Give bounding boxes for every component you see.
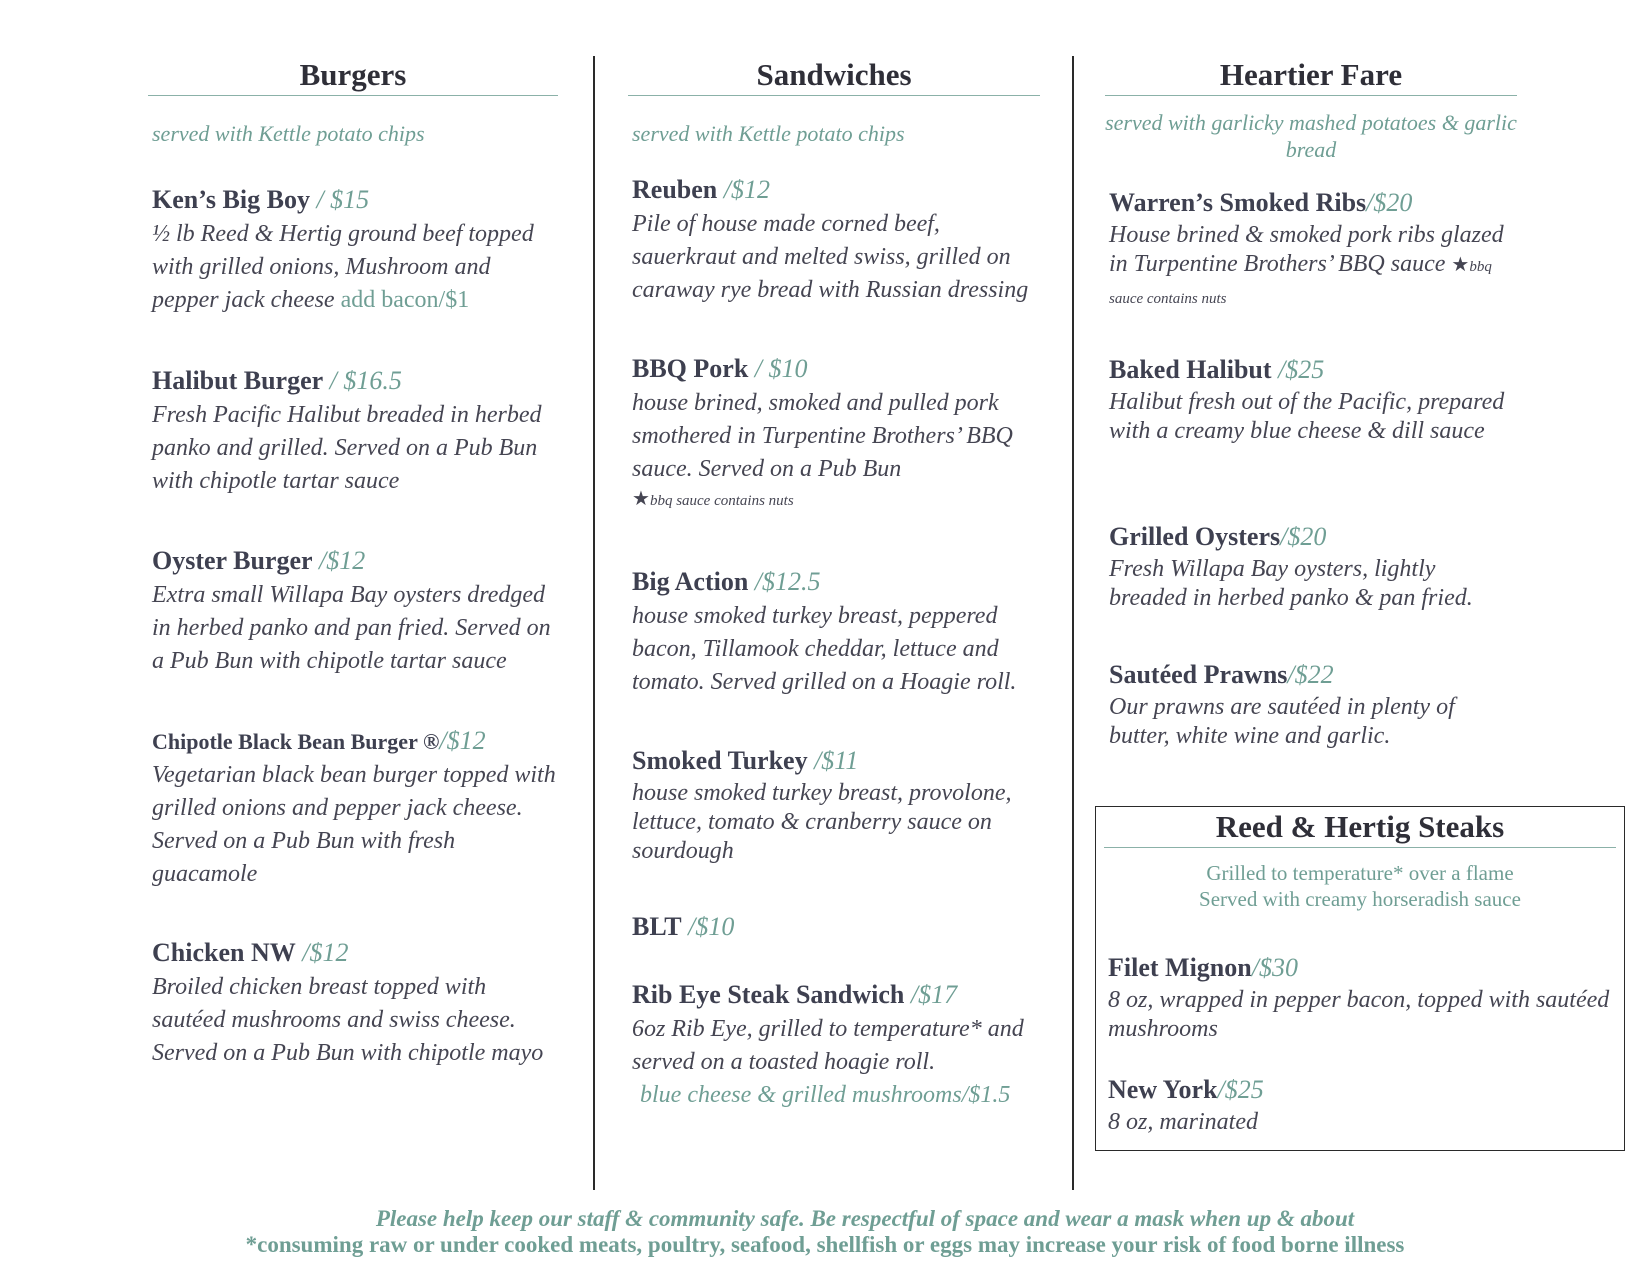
column-divider <box>593 56 595 1190</box>
menu-item <box>1109 660 1517 751</box>
item-price: / $16.5 <box>323 366 402 395</box>
item-description: house smoked turkey breast, peppered bacon, Tillamook cheddar, lettuce and tomato. Served grilled on a Hoagie roll. <box>632 603 1017 695</box>
item-price: /$12 <box>717 175 770 204</box>
item-name: Filet Mignon <box>1108 953 1252 982</box>
item-name: Chicken NW <box>152 938 296 967</box>
menu-item <box>632 567 1040 699</box>
item-name: Ken’s Big Boy <box>152 185 310 214</box>
item-price: /$12 <box>295 938 349 967</box>
menu-item <box>152 366 558 498</box>
item-description: Fresh Pacific Halibut breaded in herbed panko and grilled. Served on a Pub Bun with chipotle tartar sauce <box>152 402 542 494</box>
item-name: Rib Eye Steak Sandwich <box>632 980 905 1009</box>
menu-item <box>152 546 558 678</box>
item-price: / $15 <box>309 185 370 214</box>
item-price: /$12 <box>312 546 366 575</box>
item-description: house smoked turkey breast, provolone, lettuce, tomato & cranberry sauce on sourdough <box>632 780 1012 864</box>
menu-item <box>152 938 558 1070</box>
item-description: house brined, smoked and pulled pork smothered in Turpentine Brothers’ BBQ sauce. Served on a Pub Bun <box>632 390 1013 482</box>
item-name: Sautéed Prawns <box>1109 660 1288 689</box>
item-price: / $10 <box>748 354 808 383</box>
steaks-subtitle: Grilled to temperature* over a flame <box>1206 861 1514 885</box>
item-price: /$25 <box>1217 1075 1264 1104</box>
menu-item <box>1108 1075 1614 1137</box>
item-addon: blue cheese & grilled mushrooms/$1.5 <box>640 1082 1011 1108</box>
heartier-fare-section <box>1105 45 1517 749</box>
menu-item <box>152 726 558 891</box>
item-name: BBQ Pork <box>632 354 749 383</box>
menu-item <box>152 185 558 317</box>
item-name: Grilled Oysters <box>1109 522 1281 551</box>
item-price: /$25 <box>1271 355 1325 384</box>
item-price: /$20 <box>1280 522 1327 551</box>
section-subtitle: served with Kettle potato chips <box>632 121 905 146</box>
footer-health-warning: *consuming raw or under cooked meats, poultry, seafood, shellfish or eggs may increase your risk of food borne illness <box>245 1232 1405 1257</box>
item-price: /$30 <box>1251 953 1298 982</box>
section-title: Burgers <box>148 57 558 96</box>
item-description: House brined & smoked pork ribs glazed in Turpentine Brothers’ BBQ sauce <box>1109 222 1504 277</box>
item-name: Halibut Burger <box>152 366 324 395</box>
item-description: ½ lb Reed & Hertig ground beef topped with grilled onions, Mushroom and pepper jack cheese <box>152 221 534 313</box>
steaks-subtitle: Served with creamy horseradish sauce <box>1199 887 1521 911</box>
menu-item <box>1108 953 1614 1044</box>
item-description: 6oz Rib Eye, grilled to temperature* and served on a toasted hoagie roll. <box>632 1016 1024 1075</box>
menu-item <box>632 354 1040 511</box>
item-name: Chipotle Black Bean Burger ® <box>152 729 440 754</box>
item-price: /$10 <box>681 912 735 941</box>
item-description: Extra small Willapa Bay oysters dredged in herbed panko and pan fried. Served on a Pub Bun with chipotle tartar sauce <box>152 582 551 674</box>
menu-item <box>1109 355 1517 446</box>
sandwiches-section <box>628 45 1040 1108</box>
menu-item <box>632 912 1040 942</box>
item-name: Warren’s Smoked Ribs <box>1109 188 1367 217</box>
column-divider <box>1072 56 1074 1190</box>
item-price: /$12 <box>439 726 486 755</box>
section-title: Reed & Hertig Steaks <box>1104 809 1616 848</box>
item-description: Fresh Willapa Bay oysters, lightly breaded in herbed panko & pan fried. <box>1109 556 1473 611</box>
item-price: /$12.5 <box>748 567 821 596</box>
footer-safety-notice: Please help keep our staff & community safe. Be respectful of space and wear a mask when up & about <box>375 1206 1355 1231</box>
item-description: Halibut fresh out of the Pacific, prepared with a creamy blue cheese & dill sauce <box>1109 389 1505 444</box>
item-description: Broiled chicken breast topped with sautéed mushrooms and swiss cheese. Served on a Pub Bun with chipotle mayo <box>152 974 544 1066</box>
footer <box>0 1206 1650 1258</box>
steaks-box <box>1095 806 1625 1151</box>
item-price: /$11 <box>807 746 859 775</box>
burgers-section <box>148 45 558 1066</box>
item-addon: add bacon/$1 <box>340 287 470 313</box>
menu-item <box>632 980 1040 1112</box>
menu-item <box>632 175 1040 307</box>
menu-item <box>632 746 1040 866</box>
item-description: 8 oz, wrapped in pepper bacon, topped with sautéed mushrooms <box>1108 987 1610 1042</box>
section-subtitle: served with Kettle potato chips <box>152 121 425 146</box>
item-note: bbq sauce contains nuts <box>649 493 794 509</box>
star-icon: ★ <box>1451 254 1470 276</box>
item-description: 8 oz, marinated <box>1108 1109 1258 1135</box>
item-name: Big Action <box>632 567 749 596</box>
section-subtitle: served with garlicky mashed potatoes & garlic bread <box>1105 110 1517 162</box>
item-name: New York <box>1108 1075 1218 1104</box>
item-name: Oyster Burger <box>152 546 313 575</box>
menu-item <box>1109 522 1517 613</box>
item-name: Baked Halibut <box>1109 355 1272 384</box>
section-title: Heartier Fare <box>1105 57 1517 96</box>
star-icon: ★ <box>632 488 650 510</box>
menu-item <box>1109 188 1517 314</box>
item-note: bbq sauce contains nuts <box>1109 259 1492 307</box>
item-name: Reuben <box>632 175 718 204</box>
section-title: Sandwiches <box>628 57 1040 96</box>
item-price: /$20 <box>1366 188 1413 217</box>
item-price: /$17 <box>904 980 958 1009</box>
item-price: /$22 <box>1287 660 1334 689</box>
item-description: Our prawns are sautéed in plenty of butter, white wine and garlic. <box>1109 694 1455 749</box>
item-description: Pile of house made corned beef, sauerkraut and melted swiss, grilled on caraway rye bread with Russian dressing <box>632 211 1029 303</box>
item-description: Vegetarian black bean burger topped with grilled onions and pepper jack cheese. Served on a Pub Bun with fresh guacamole <box>152 762 556 887</box>
item-name: Smoked Turkey <box>632 746 808 775</box>
item-name: BLT <box>632 912 682 941</box>
